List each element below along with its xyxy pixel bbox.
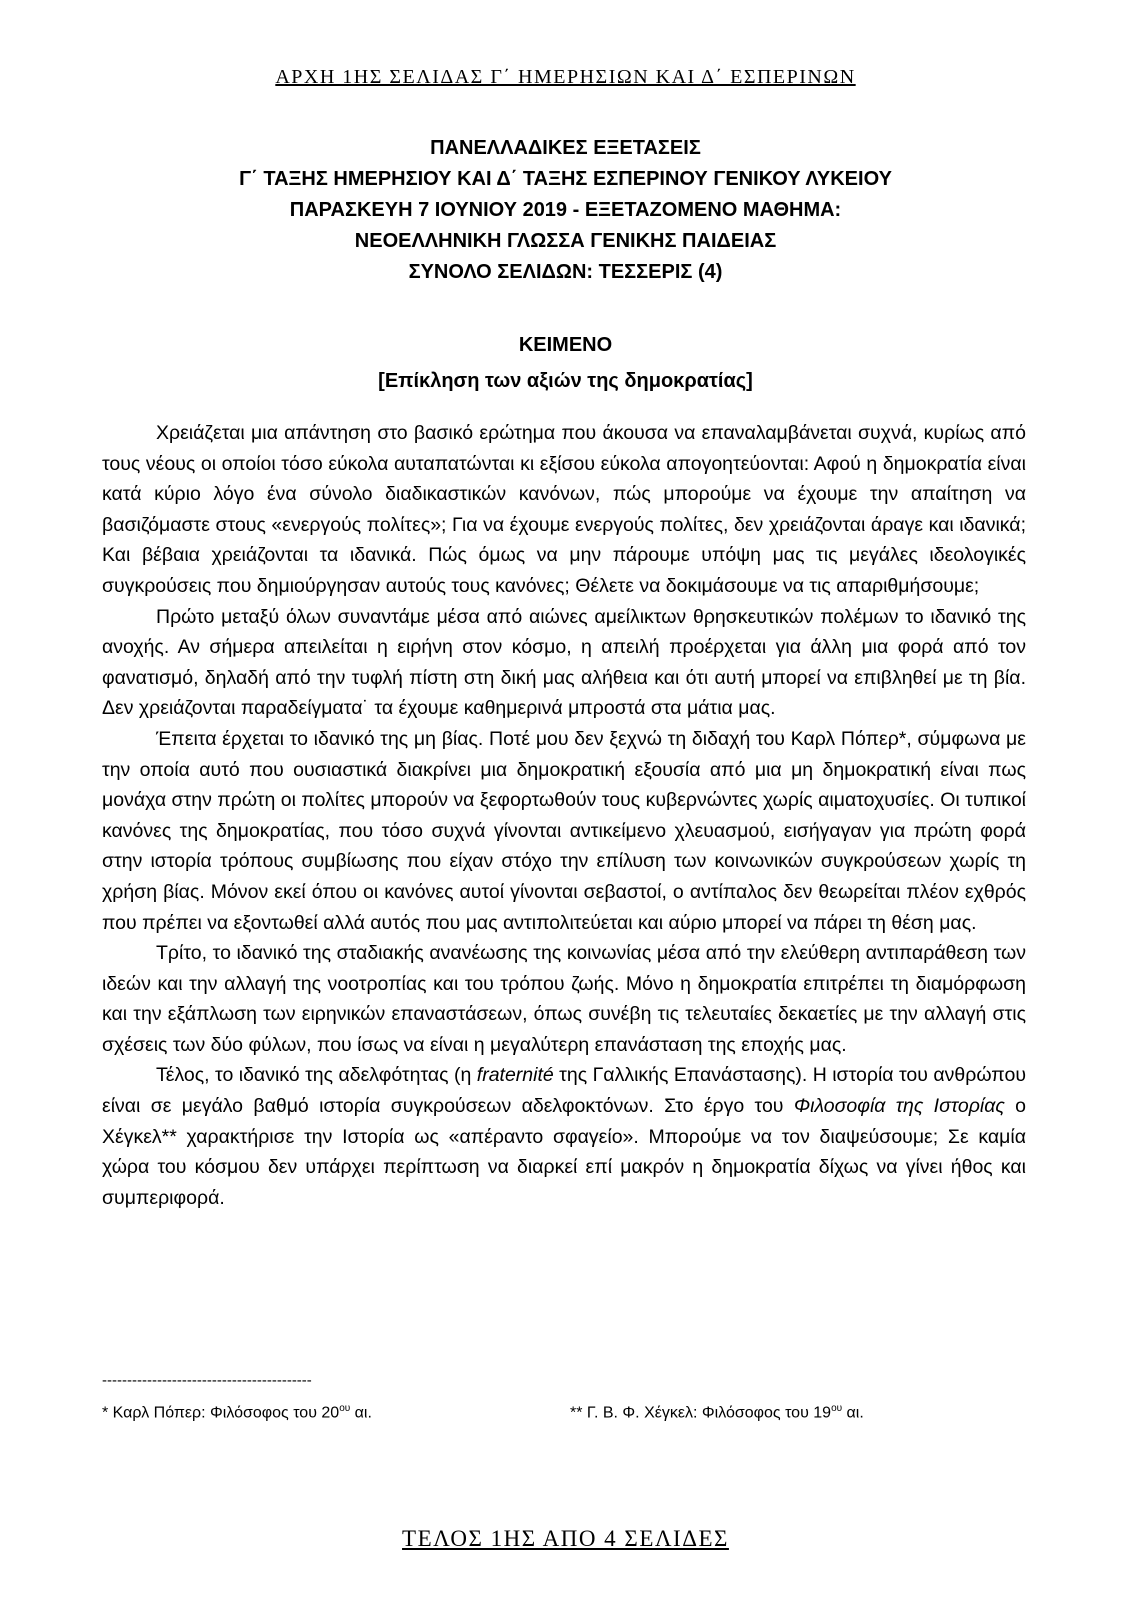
text-heading: ΚΕΙΜΕΝΟ — [518, 334, 613, 356]
text-subtitle: [Επίκληση των αξιών της δημοκρατίας] — [378, 370, 753, 392]
paragraph-5-italic-book-title: Φιλοσοφία της Ιστορίας — [793, 1095, 1005, 1118]
page-footer-banner: ΤΕΛΟΣ 1ΗΣ ΑΠΟ 4 ΣΕΛΙΔΕΣ — [402, 1526, 729, 1551]
exam-header — [0, 133, 1131, 288]
paragraph-5-italic-fraternite: fraternité — [476, 1064, 554, 1087]
paragraph-1: Χρειάζεται μια απάντηση στο βασικό ερώτημα που άκουσα να επαναλαμβάνεται συχνά, κυρίως από τους νέους οι οποίοι τόσο εύκολα αυταπατώνται κι εξίσου εύκολα απογοητεύονται: Αφού η δημοκρατία είναι κατά κύριο λόγο ένα σύνολο διαδικαστικών κανόνων, πώς μπορούμε να έχουμε την απαίτηση να βασιζόμαστε στους «ενεργούς πολίτες»; Για να έχουμε ενεργούς πολίτες, δεν χρειάζονται άραγε και ιδανικά; Και βέβαια χρειάζονται τα ιδανικά. Πώς όμως να μην πάρουμε υπόψη μας τις μεγάλες ιδεολογικές συγκρούσεις που δημιούργησαν αυτούς τους κανόνες; Θέλετε να δοκιμάσουμε να τις απαριθμήσουμε; — [102, 422, 1026, 597]
paragraph-5-part-1: Τέλος, το ιδανικό της αδελφότητας (η — [156, 1064, 477, 1087]
footnote-popper-sup: ου — [339, 1403, 351, 1414]
footnote-hegel — [570, 1403, 864, 1422]
paragraph-2: Πρώτο μεταξύ όλων συναντάμε μέσα από αιώνες αμείλικτων θρησκευτικών πολέμων το ιδανικό της ανοχής. Αν σήμερα απειλείται η ειρήνη στον κόσμο, η απειλή προέρχεται για άλλη μια φορά από τον φανατισμό, δηλαδή από την τυφλή πίστη στη δική μας αλήθεια και ότι αυτή μπορεί να επιβληθεί με τη βία. Δεν χρειάζονται παραδείγματα˙ τα έχουμε καθημερινά μπροστά στα μάτια μας. — [102, 605, 1026, 720]
footnote-hegel-end: αι. — [842, 1404, 864, 1422]
footnote-popper-text: * Καρλ Πόπερ: Φιλόσοφος του 20 — [102, 1404, 340, 1422]
paragraph-3: Έπειτα έρχεται το ιδανικό της μη βίας. Ποτέ μου δεν ξεχνώ τη διδαχή του Καρλ Πόπερ*, σύμφωνα με την οποία αυτό που ουσιαστικά διακρίνει μια δημοκρατική εξουσία από μια μη δημοκρατική είναι πως μονάχα στην πρώτη οι πολίτες μπορούν να ξεφορτωθούν τους κυβερνώντες χωρίς αιματοχυσίες. Οι τυπικοί κανόνες της δημοκρατίας, που τόσο συχνά γίνονται αντικείμενο χλευασμού, εισήγαγαν για πρώτη φορά στην ιστορία τρόπους συμβίωσης που είχαν στόχο την επίλυση των κοινωνικών συγκρούσεων χωρίς τη χρήση βίας. Μόνον εκεί όπου οι κανόνες αυτοί γίνονται σεβαστοί, ο αντίπαλος δεν θεωρείται πλέον εχθρός που πρέπει να εξοντωθεί αλλά αυτός που μας αντιπολιτεύεται και αύριο μπορεί να πάρει τη θέση μας. — [102, 727, 1026, 934]
paragraph-5 — [102, 1060, 1026, 1213]
exam-subject-line: ΝΕΟΕΛΛΗΝΙΚΗ ΓΛΩΣΣΑ ΓΕΝΙΚΗΣ ΠΑΙΔΕΙΑΣ — [354, 230, 777, 252]
exam-date-line: ΠΑΡΑΣΚΕΥΗ 7 ΙΟΥΝΙΟΥ 2019 - ΕΞΕΤΑΖΟΜΕΝΟ ΜΑΘΗΜΑ: — [289, 199, 842, 221]
exam-title-line: ΠΑΝΕΛΛΑΔΙΚΕΣ ΕΞΕΤΑΣΕΙΣ — [430, 137, 701, 159]
body-text — [102, 418, 1026, 1213]
footnote-divider: ------------------------------------------ — [102, 1372, 312, 1389]
paragraph-5-part-3: ο Χέγκελ** χαρακτήρισε την Ιστορία ως «απέραντο σφαγείο». Μπορούμε να τον διαψεύσουμε; Σε καμία χώρα του κόσμου δεν υπάρχει περίπτωση να διαρκεί επί μακρόν η δημοκρατία δίχως να γίνει ήθος και συμπεριφορά. — [102, 1095, 1027, 1209]
page-header-banner: ΑΡΧΗ 1ΗΣ ΣΕΛΙΔΑΣ Γ΄ ΗΜΕΡΗΣΙΩΝ ΚΑΙ Δ΄ ΕΣΠΕΡΙΝΩΝ — [275, 66, 856, 88]
text-title-block — [0, 327, 1131, 399]
footnote-hegel-text: ** Γ. Β. Φ. Χέγκελ: Φιλόσοφος του 19 — [570, 1404, 832, 1422]
exam-class-line: Γ΄ ΤΑΞΗΣ ΗΜΕΡΗΣΙΟΥ ΚΑΙ Δ΄ ΤΑΞΗΣ ΕΣΠΕΡΙΝΟΥ ΓΕΝΙΚΟΥ ΛΥΚΕΙΟΥ — [239, 168, 892, 190]
paragraph-5-part-2: της Γαλλικής Επανάστασης). Η ιστορία του ανθρώπου είναι σε μεγάλο βαθμό ιστορία συγκρούσεων αδελφοκτόνων. Στο έργο του — [102, 1064, 1026, 1118]
footnote-popper — [102, 1403, 372, 1422]
exam-pages-line: ΣΥΝΟΛΟ ΣΕΛΙΔΩΝ: ΤΕΣΣΕΡΙΣ (4) — [408, 261, 723, 283]
footnote-hegel-sup: ου — [831, 1403, 843, 1414]
paragraph-4: Τρίτο, το ιδανικό της σταδιακής ανανέωσης της κοινωνίας μέσα από την ελεύθερη αντιπαράθεση των ιδεών και την αλλαγή της νοοτροπίας και του τρόπου ζωής. Μόνο η δημοκρατία επιτρέπει τη διαμόρφωση και την εξάπλωση των ειρηνικών επαναστάσεων, όπως συνέβη τις τελευταίες δεκαετίες με την αλλαγή στις σχέσεις των δύο φύλων, που ίσως να είναι η μεγαλύτερη επανάσταση της εποχής μας. — [102, 942, 1026, 1056]
footnote-popper-end: αι. — [350, 1404, 372, 1422]
